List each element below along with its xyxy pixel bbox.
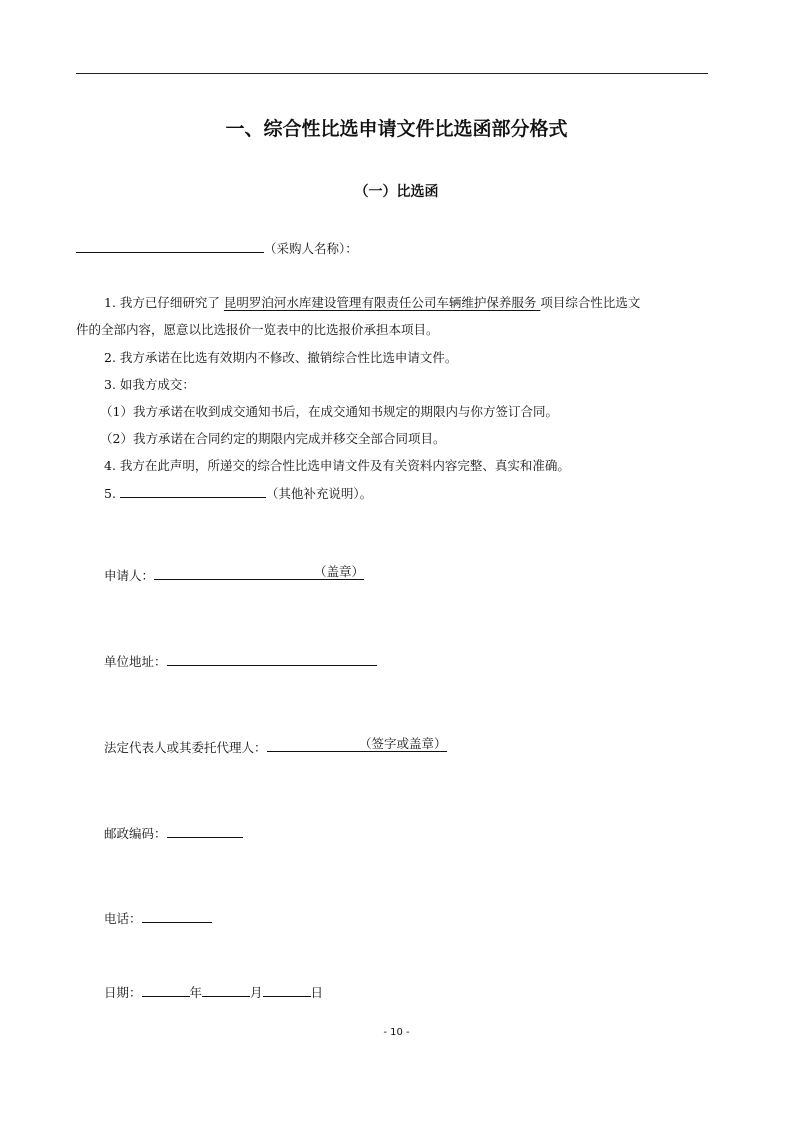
applicant-label: 申请人： xyxy=(104,568,155,583)
month-blank[interactable] xyxy=(202,982,250,997)
address-label: 单位地址： xyxy=(104,654,167,669)
addressee-suffix: （采购人名称）： xyxy=(264,241,358,256)
phone-field xyxy=(104,908,212,927)
postcode-field xyxy=(104,823,243,842)
month-label: 月 xyxy=(250,985,263,1000)
representative-field xyxy=(104,737,447,756)
address-blank[interactable] xyxy=(167,651,377,666)
applicant-blank[interactable] xyxy=(154,565,364,580)
phone-blank[interactable] xyxy=(142,908,212,923)
page-number: - 10 - xyxy=(383,1027,410,1038)
day-label: 日 xyxy=(310,985,324,1000)
other-notes-blank[interactable] xyxy=(120,483,266,498)
p1-prefix: 1. 我方已仔细研究了 xyxy=(104,295,220,310)
purchaser-name-blank[interactable] xyxy=(76,238,264,253)
year-blank[interactable] xyxy=(142,982,190,997)
paragraph-4: 4. 我方在此声明，所递交的综合性比选申请文件及有关资料内容完整、真实和准确。 xyxy=(104,458,570,473)
representative-blank[interactable] xyxy=(267,737,447,752)
project-name: 昆明罗泊河水库建设管理有限责任公司车辆维护保养服务 xyxy=(223,295,537,310)
paragraph-2: 2. 我方承诺在比选有效期内不修改、撤销综合性比选申请文件。 xyxy=(104,350,458,365)
postcode-label: 邮政编码： xyxy=(104,826,167,841)
p5-prefix: 5. xyxy=(104,486,116,501)
date-label: 日期： xyxy=(104,985,142,1000)
day-blank[interactable] xyxy=(263,982,311,997)
section-title: （一）比选函 xyxy=(354,184,439,200)
applicant-field xyxy=(104,565,364,584)
representative-note: （签字或盖章） xyxy=(359,736,447,751)
p5-suffix: （其他补充说明）。 xyxy=(265,486,373,501)
applicant-note: （盖章） xyxy=(314,564,365,579)
paragraph-3-2: （2）我方承诺在合同约定的期限内完成并移交全部合同项目。 xyxy=(100,431,446,446)
date-field xyxy=(104,982,323,1001)
phone-label: 电话： xyxy=(104,911,142,926)
paragraph-3: 3. 如我方成交： xyxy=(104,377,195,392)
year-label: 年 xyxy=(189,985,203,1000)
postcode-blank[interactable] xyxy=(167,823,243,838)
paragraph-3-1: （1）我方承诺在收到成交通知书后，在成交通知书规定的期限内与你方签订合同。 xyxy=(100,404,558,419)
p1-suffix: 项目综合性比选文 xyxy=(540,295,641,310)
address-field xyxy=(104,651,377,670)
header-rule xyxy=(76,73,708,74)
paragraph-5 xyxy=(104,483,372,502)
paragraph-1 xyxy=(104,293,640,311)
page-title: 一、综合性比选申请文件比选函部分格式 xyxy=(225,118,568,140)
addressee-line xyxy=(76,238,358,257)
paragraph-1-cont: 件的全部内容，愿意以比选报价一览表中的比选报价承担本项目。 xyxy=(76,322,439,337)
representative-label: 法定代表人或其委托代理人： xyxy=(104,740,267,755)
